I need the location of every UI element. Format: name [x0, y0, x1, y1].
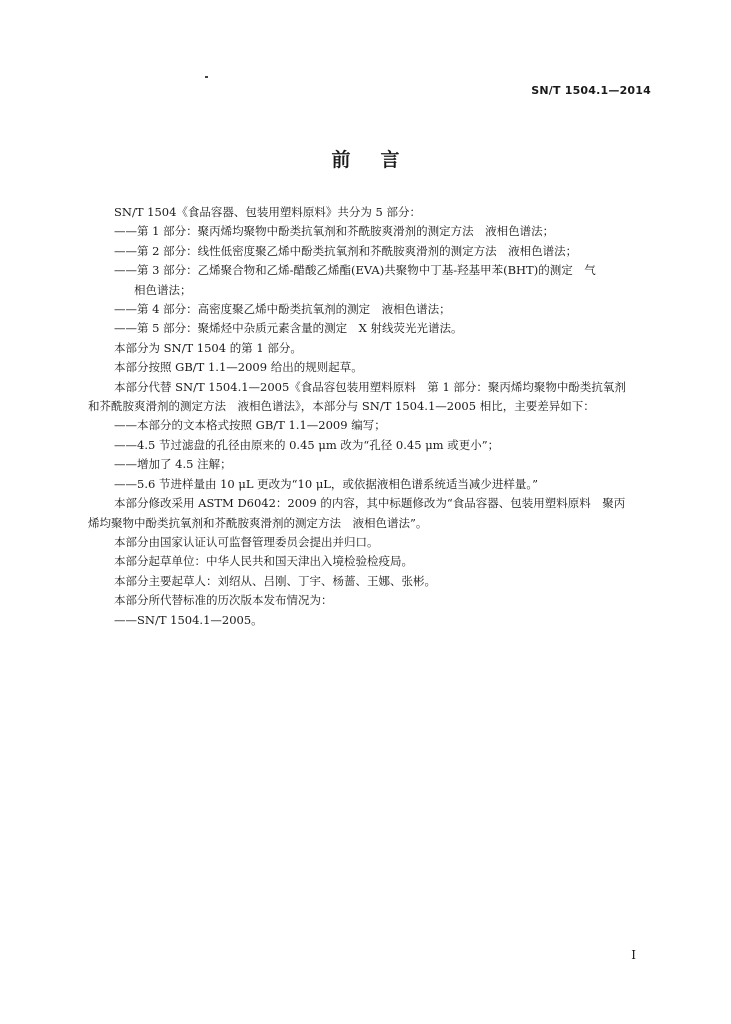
paragraph-drafting-rules: 本部分按照 GB/T 1.1—2009 给出的规则起草。 [114, 360, 363, 375]
standard-number: SN/T 1504.1—2014 [531, 84, 651, 97]
paragraph-drafting-unit: 本部分起草单位：中华人民共和国天津出入境检验检疫局。 [114, 554, 413, 569]
page-number: I [631, 948, 636, 962]
paragraph-parts-intro: SN/T 1504《食品容器、包装用塑料原料》共分为 5 部分： [114, 205, 422, 219]
list-item-history-1: ——SN/T 1504.1—2005。 [114, 612, 263, 627]
list-item-part-4: ——第 4 部分：高密度聚乙烯中酚类抗氧剂的测定 液相色谱法； [114, 302, 451, 317]
paragraph-drafters: 本部分主要起草人：刘绍从、吕刚、丁宇、杨蔷、王娜、张彬。 [114, 573, 436, 588]
list-item-part-3: ——第 3 部分：乙烯聚合物和乙烯-醋酸乙烯酯(EVA)共聚物中丁基-羟基甲苯(BHT)的测定 气 [114, 263, 596, 278]
list-item-change-4: ——5.6 节进样量由 10 μL 更改为“10 μL，或依据液相色谱系统适当减少进样量。” [114, 476, 539, 491]
list-item-part-2: ——第 2 部分：线性低密度聚乙烯中酚类抗氧剂和芥酰胺爽滑剂的测定方法 液相色谱法； [114, 243, 578, 258]
paragraph-adoption: 本部分修改采用 ASTM D6042：2009 的内容，其中标题修改为“食品容器、包装用塑料原料 聚丙 [114, 496, 626, 511]
list-item-change-3: ——增加了 4.5 注解； [114, 457, 232, 472]
paragraph-part-statement: 本部分为 SN/T 1504 的第 1 部分。 [114, 340, 302, 355]
scan-speck [205, 76, 208, 78]
page-title: 前言 [331, 149, 430, 171]
list-item-change-1: ——本部分的文本格式按照 GB/T 1.1—2009 编写； [114, 418, 386, 433]
paragraph-replaces-continuation: 和芥酰胺爽滑剂的测定方法 液相色谱法》，本部分与 SN/T 1504.1—2005 相比，主要差异如下： [88, 399, 595, 414]
list-item-part-3-continuation: 相色谱法； [134, 282, 192, 297]
list-item-part-5: ——第 5 部分：聚烯烃中杂质元素含量的测定 X 射线荧光光谱法。 [114, 321, 463, 336]
paragraph-adoption-continuation: 烯均聚物中酚类抗氧剂和芥酰胺爽滑剂的测定方法 液相色谱法”。 [88, 515, 428, 530]
list-item-part-1: ——第 1 部分：聚丙烯均聚物中酚类抗氧剂和芥酰胺爽滑剂的测定方法 液相色谱法； [114, 224, 555, 239]
paragraph-history: 本部分所代替标准的历次版本发布情况为： [114, 593, 333, 608]
paragraph-proposer: 本部分由国家认证认可监督管理委员会提出并归口。 [114, 534, 379, 549]
paragraph-replaces: 本部分代替 SN/T 1504.1—2005《食品容包装用塑料原料 第 1 部分：聚丙烯均聚物中酚类抗氧剂 [114, 379, 626, 394]
preface-body [88, 203, 663, 630]
list-item-change-2: ——4.5 节过滤盘的孔径由原来的 0.45 μm 改为“孔径 0.45 μm 或更小”； [114, 437, 500, 452]
